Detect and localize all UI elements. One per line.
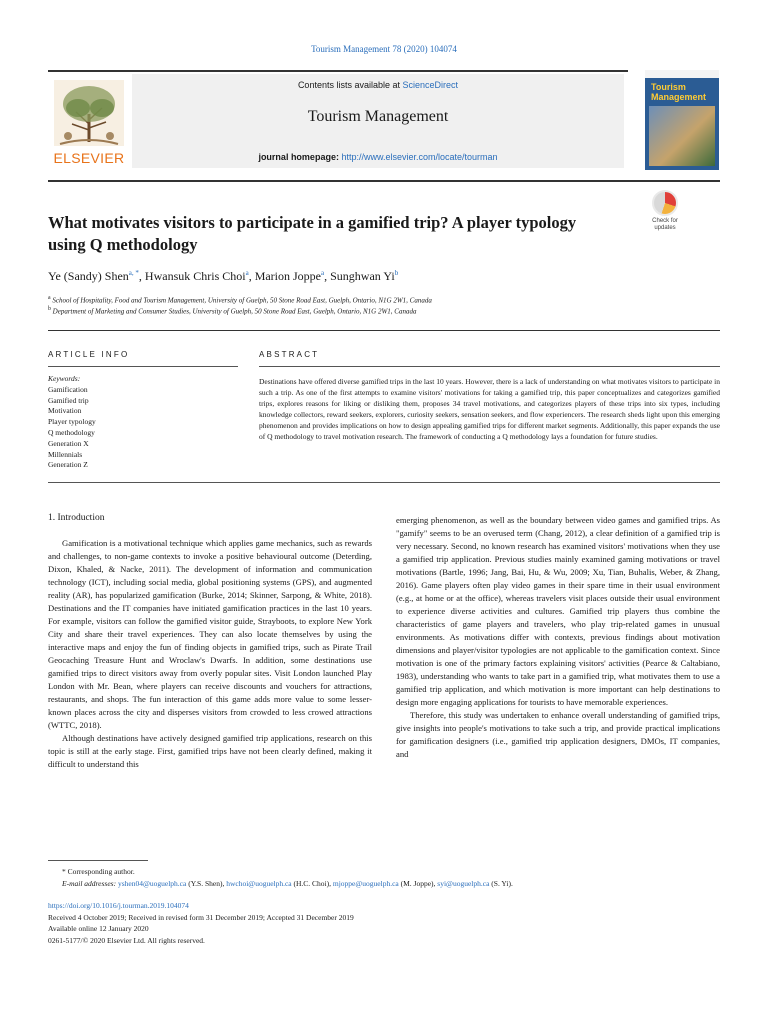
keyword-item: Gamified trip: [48, 395, 89, 405]
article-title-line-1: What motivates visitors to participate in a gamified trip? A player typology: [48, 213, 577, 232]
section-heading-introduction: 1. Introduction: [48, 513, 105, 523]
affiliation-b: $^b$ Department of Marketing and Consumer Studies, University of Guelph, 50 Stone Road East, Guelph, Ontario, N1G 2W1, Canada: [48, 306, 417, 316]
contents-line: [132, 80, 624, 90]
footnotes: [48, 866, 720, 890]
author-affiliation-mark[interactable]: a: [321, 269, 325, 277]
article-title-line-2: using Q methodology: [48, 235, 198, 254]
keyword-item: Generation X: [48, 438, 89, 448]
keyword-item: Gamification: [48, 384, 88, 394]
footnote-rule: [48, 860, 148, 861]
abstract-rule: [259, 366, 720, 367]
abstract-text: Destinations have offered diverse gamified trips in the last 10 years. However, there is a lack of understanding on what motivates visitors to participate in such a trip. As one of the first attempts to examine visitors' motivations for taking a gamified trip, this paper conceptualizes and categorizes gamified trips, explores reasons for liking or disliking them, proposes 34 travel motivations, and categorizes players of these trips into six types, including knowledge collectors, reward seekers, explorers, curiosity seekers, sensation seekers, and flow experiencers. The research sheds light upon this emerging phenomenon and provides implications on how to design appealing gamified trips for different market segments. Additionally, this paper expands the use of Q methodology to travel motivation research. The framework of conducting a Q methodology lays a foundation for future studies.: [259, 377, 720, 442]
email-link[interactable]: hwchoi@uoguelph.ca: [226, 879, 292, 888]
email-label: E-mail addresses:: [62, 879, 117, 888]
keywords-list: [48, 374, 238, 471]
keyword-item: Motivation: [48, 406, 82, 416]
front-matter-divider: [48, 330, 720, 331]
cover-title: [651, 82, 706, 102]
article-title: [48, 212, 628, 256]
email-link[interactable]: syi@uoguelph.ca: [437, 879, 490, 888]
check-for-updates-button[interactable]: [648, 190, 682, 232]
author-affiliation-mark[interactable]: a, *: [128, 269, 139, 277]
cover-title-line-2: Management: [651, 92, 707, 102]
author-name[interactable]: Ye (Sandy) Shen: [48, 269, 129, 283]
abstract-heading: ABSTRACT: [259, 350, 320, 359]
homepage-url-link[interactable]: http://www.elsevier.com/locate/tourman: [341, 152, 498, 162]
email-link[interactable]: yshen04@uoguelph.ca: [117, 879, 187, 888]
body-paragraph: Gamification is a motivational technique which applies game mechanics, such as rewards and challenges, to non-game contexts to invoke a positive behavioural outcome (Deterding, Dixon, Khaled, & Nacke, 2011). The development of information and communication technology (ICT), including social media, global positioning systems (GPS), and augmented reality (AR), has popularized gamification (Burke, 2014; Skinner, Sarpong, & White, 2018). Destinations and the IT companies have initiated gamification practices in the last 10 years. For example, visitors can follow the gamified visitor guide, Strayboots, to explore New York City and share their travel experiences. They can also locate themselves by using the interactive maps and enjoy the fun of finding objects in gamified trips, such as Pirate Trail Geocaching Treasure Hunt and Wroclaw's Dwarfs. In addition, some destinations use gamified trips to direct visitors away from overly popular sites. Visit London launched Play London with Mr. Bean, where players can receive discounts and vouchers for attractions, restaurants, and shops. The fun interaction of this game adds more value to some lesser-known places across the city and disperses visitors from crowded to less crowed attractions (WTTC, 2018).: [48, 538, 372, 730]
journal-reference-link[interactable]: Tourism Management 78 (2020) 104074: [311, 44, 457, 54]
journal-title: Tourism Management: [307, 108, 449, 125]
email-addresses: E-mail addresses: yshen04@uoguelph.ca (Y.S. Shen), hwchoi@uoguelph.ca (H.C. Choi), mjoppe@uoguelph.ca (M. Joppe), syi@uoguelph.ca (S. Yi).: [62, 879, 513, 888]
sciencedirect-link[interactable]: ScienceDirect: [402, 80, 459, 90]
doi-link[interactable]: https://doi.org/10.1016/j.tourman.2019.104074: [48, 901, 189, 910]
article-info-rule: [48, 366, 238, 367]
author-affiliation-mark[interactable]: b: [394, 269, 399, 277]
check-updates-icon: [652, 190, 678, 216]
body-column-right: [396, 514, 720, 761]
body-paragraph: emerging phenomenon, as well as the boundary between video games and gamified trips. As "gamify" seems to be an overused term (Chang, 2012), a clear definition of a gamified trip is very necessary. Second, no known research has examined visitors' motivations when they use a gamified trip application. Previous studies mainly examined gaming motivations or travel motivations (Bartle, 1996; Jang, Bai, Hu, & Wu, 2009; Xu, Tian, Buhalis, Weber, & Zhang, 2016). Game players often play video games in their spare time in their usual environment (e.g., at home or at the office), whereas travelers visit places outside their usual environment to experience diverse activities and cultures. Gamified trip players thus combine the characteristics of game players and travelers, who play trip-related games in unusual environments. As motivations differ with contexts, previous findings about motivation dimensions and player/visitor typologies are not applicable to the gamification context. Since motivation is one of the primary factors explaining visitors' activities (Pearce & Caltabiano, 1983), understanding who wants to take part in a gamified trip, what motivates them to use a gamified trip application, and which motivation is more important can help destinations to design more engaging applications for tourists to have memorable experiences.: [396, 515, 720, 707]
copyright: 0261-5177/© 2020 Elsevier Ltd. All rights reserved.: [48, 935, 205, 945]
author-list: Ye (Sandy) Shen$^{a, *}$, Hwansuk Chris Choi$^a$, Marion Joppe$^a$, Sunghwan Yi$^b$: [48, 269, 399, 283]
keyword-item: Player typology: [48, 417, 96, 427]
article-history: [48, 900, 720, 946]
header-divider: [48, 180, 720, 182]
available-online: Available online 12 January 2020: [48, 924, 149, 933]
check-updates-label: Check for updates: [652, 218, 678, 231]
affiliation-a: $^a$ School of Hospitality, Food and Tourism Management, University of Guelph, 50 Stone Road East, Guelph, Ontario, N1G 2W1, Canada: [48, 295, 432, 305]
body-paragraph: Therefore, this study was undertaken to enhance overall understanding of gamified trips, give insights into people's motivations to take such a trip, and provide practical implications for gamification designers (i.e., gamified trip application designers, DMOs, IT companies, and: [396, 710, 720, 759]
article-info-heading: ARTICLE INFO: [48, 350, 130, 359]
contents-prefix: Contents lists available at: [297, 80, 400, 90]
body-column-left: [48, 512, 372, 771]
keywords-label: Keywords:: [48, 374, 81, 383]
author-affiliation-mark[interactable]: a: [245, 269, 249, 277]
author-name[interactable]: Hwansuk Chris Choi: [144, 269, 246, 283]
body-paragraph: Although destinations have actively designed gamified trip applications, research on this topic is still at the early stage. First, gamified trips have not been clearly defined, making it difficult to understand this: [48, 733, 372, 769]
cover-top-bar: [645, 70, 719, 78]
abstract-bottom-rule: [48, 482, 720, 483]
elsevier-wordmark: ELSEVIER: [53, 150, 125, 166]
homepage-line: [132, 152, 624, 162]
email-link[interactable]: mjoppe@uoguelph.ca: [332, 879, 399, 888]
keyword-item: Generation Z: [48, 460, 88, 470]
received-dates: Received 4 October 2019; Received in revised form 31 December 2019; Accepted 31 December 2019: [48, 912, 354, 922]
author-name[interactable]: Marion Joppe: [254, 269, 322, 283]
cover-title-line-1: Tourism: [651, 82, 686, 92]
keyword-item: Q methodology: [48, 427, 95, 437]
corresponding-author-note: * Corresponding author.: [62, 867, 135, 876]
author-name[interactable]: Sunghwan Yi: [330, 269, 395, 283]
cover-photo: [649, 106, 715, 166]
keyword-item: Millennials: [48, 449, 83, 459]
journal-cover-thumbnail[interactable]: [645, 70, 719, 170]
homepage-label: journal homepage:: [258, 152, 339, 162]
